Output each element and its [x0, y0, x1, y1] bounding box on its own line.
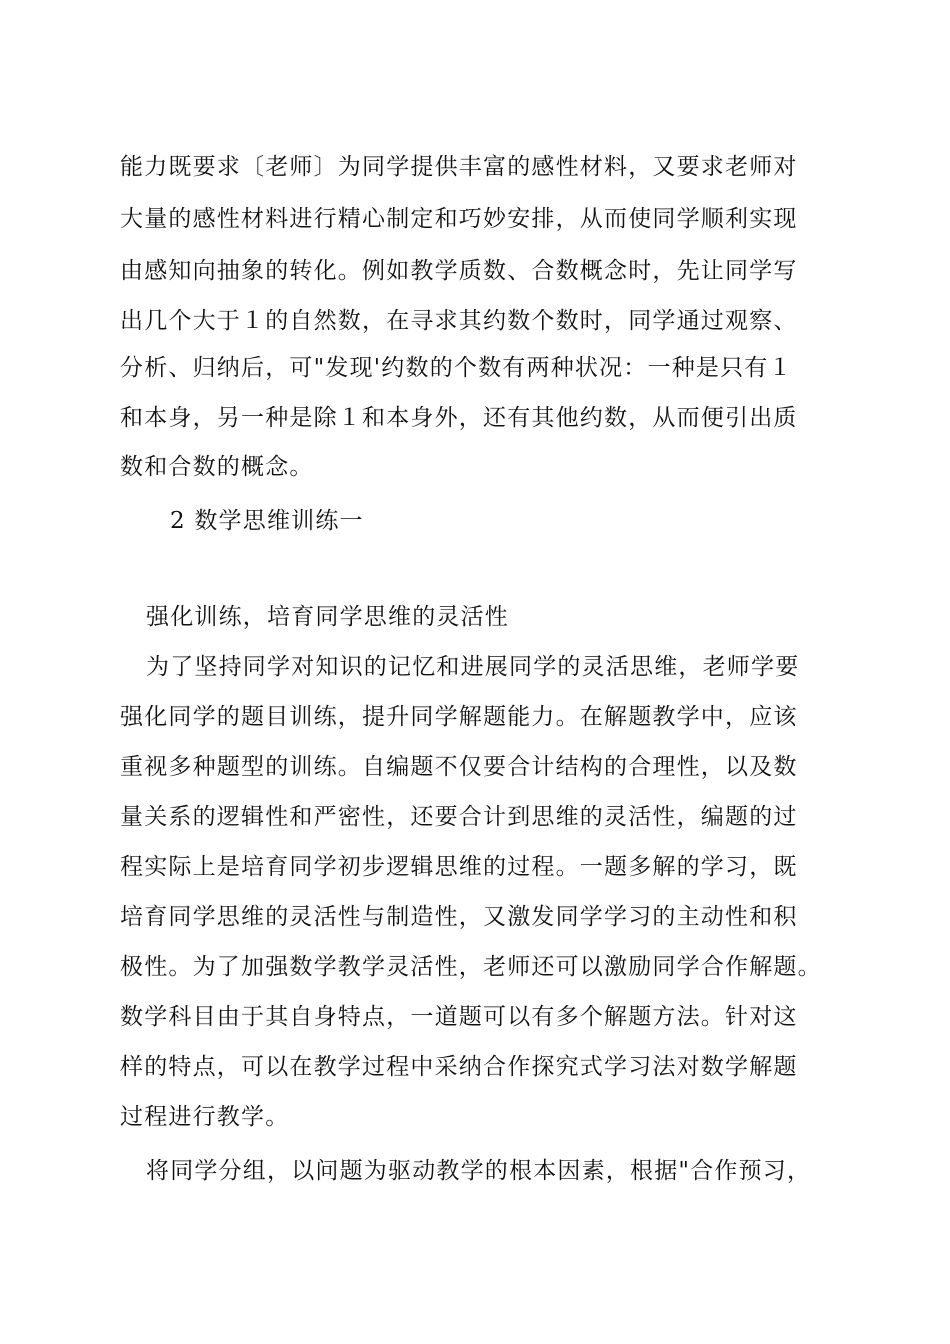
text-line: 量关系的逻辑性和严密性，还要合计到思维的灵活性，编题的过 [120, 804, 798, 830]
text-line: 能力既要求〔老师〕为同学提供丰富的感性材料，又要求老师对 [120, 154, 798, 180]
text-line: 和本身，另一种是除１和本身外，还有其他约数，从而便引出质 [120, 405, 798, 431]
text-line: 样的特点，可以在教学过程中采纳合作探究式学习法对数学解题 [120, 1054, 798, 1080]
section-heading: 2 数学思维训练一 [170, 508, 364, 534]
text-line: 数学科目由于其自身特点，一道题可以有多个解题方法。针对这 [120, 1004, 798, 1030]
text-line: 极性。为了加强数学教学灵活性，老师还可以激励同学合作解题。 [120, 954, 822, 980]
text-line: 数和合数的概念。 [120, 454, 314, 480]
text-line: 大量的感性材料进行精心制定和巧妙安排，从而使同学顺利实现 [120, 206, 798, 232]
text-line: 过程进行教学。 [120, 1104, 290, 1130]
text-line: 为了坚持同学对知识的记忆和进展同学的灵活思维，老师学要 [146, 654, 800, 680]
text-line: 培育同学思维的灵活性与制造性，又激发同学学习的主动性和积 [120, 904, 798, 930]
text-line: 重视多种题型的训练。自编题不仅要合计结构的合理性，以及数 [120, 754, 798, 780]
text-line: 分析、归纳后，可"发现'约数的个数有两种状况：一种是只有１ [120, 355, 793, 381]
section-subheading: 强化训练，培育同学思维的灵活性 [146, 604, 509, 630]
text-line: 由感知向抽象的转化。例如教学质数、合数概念时，先让同学写 [120, 258, 798, 284]
text-line: 强化同学的题目训练，提升同学解题能力。在解题教学中，应该 [120, 704, 798, 730]
text-line: 出几个大于１的自然数，在寻求其约数个数时，同学通过观察、 [120, 308, 798, 334]
text-line: 将同学分组，以问题为驱动教学的根本因素，根据"合作预习， [146, 1158, 812, 1184]
text-line: 程实际上是培育同学初步逻辑思维的过程。一题多解的学习，既 [120, 854, 798, 880]
